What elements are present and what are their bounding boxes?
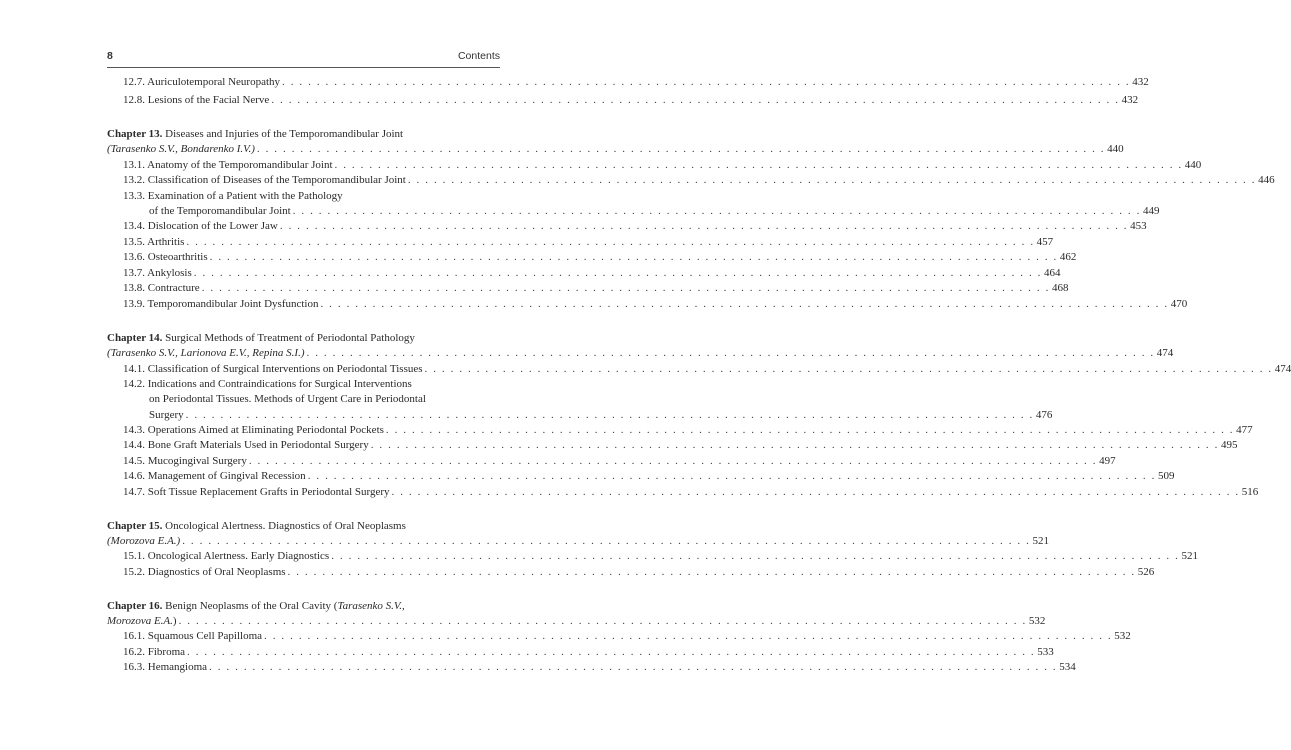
chapter-15-authors[interactable]: (Morozova E.A.) . . . . . . . . . . . . . . . . . . . . . . . . . . . . . . . . . . . . . . . . . . . . . . . . . . . . . . . . . . . . . . . . . . . . . . . . . . . . . . . . . . . . . . . . . . . . . . . . . . 521 xyxy=(107,535,1049,547)
chapter-title: Oncological Alertness. Diagnostics of Oral Neoplasms xyxy=(165,520,406,532)
chapter-title: Diseases and Injuries of the Temporomandibular Joint xyxy=(165,128,404,140)
toc-entry-13-3[interactable]: 13.3. Examination of a Patient with the Pathology xyxy=(123,190,343,202)
page-number: 8 xyxy=(107,50,113,62)
toc-entry-14-6[interactable]: 14.6. Management of Gingival Recession . . . . . . . . . . . . . . . . . . . . . . . . . . . . . . . . . . . . . . . . . . . . . . . . . . . . . . . . . . . . . . . . . . . . . . . . . . . . . . . . . . . . . . . . . . . . . . . . . . 509 xyxy=(123,470,1175,482)
toc-entry-13-6[interactable]: 13.6. Osteoarthritis . . . . . . . . . . . . . . . . . . . . . . . . . . . . . . . . . . . . . . . . . . . . . . . . . . . . . . . . . . . . . . . . . . . . . . . . . . . . . . . . . . . . . . . . . . . . . . . . . . 462 xyxy=(123,251,1077,263)
header-rule xyxy=(107,67,500,68)
toc-entry-13-9[interactable]: 13.9. Temporomandibular Joint Dysfunction . . . . . . . . . . . . . . . . . . . . . . . . . . . . . . . . . . . . . . . . . . . . . . . . . . . . . . . . . . . . . . . . . . . . . . . . . . . . . . . . . . . . . . . . . . . . . . . . . . 470 xyxy=(123,298,1188,310)
toc-entry-14-3[interactable]: 14.3. Operations Aimed at Eliminating Periodontal Pockets . . . . . . . . . . . . . . . . . . . . . . . . . . . . . . . . . . . . . . . . . . . . . . . . . . . . . . . . . . . . . . . . . . . . . . . . . . . . . . . . . . . . . . . . . . . . . . . . . . 477 xyxy=(123,424,1253,436)
chapter-label: Chapter 13. xyxy=(107,128,163,140)
toc-entry-16-2[interactable]: 16.2. Fibroma . . . . . . . . . . . . . . . . . . . . . . . . . . . . . . . . . . . . . . . . . . . . . . . . . . . . . . . . . . . . . . . . . . . . . . . . . . . . . . . . . . . . . . . . . . . . . . . . . . 533 xyxy=(123,646,1054,658)
page-ref: 440 xyxy=(1107,143,1124,155)
toc-entry-14-1[interactable]: 14.1. Classification of Surgical Interventions on Periodontal Tissues . . . . . . . . . . . . . . . . . . . . . . . . . . . . . . . . . . . . . . . . . . . . . . . . . . . . . . . . . . . . . . . . . . . . . . . . . . . . . . . . . . . . . . . . . . . . . . . . . . 474 xyxy=(123,363,1291,375)
page-ref: 432 xyxy=(1121,94,1139,106)
chapter-16-authors[interactable]: Morozova E.A.) . . . . . . . . . . . . . . . . . . . . . . . . . . . . . . . . . . . . . . . . . . . . . . . . . . . . . . . . . . . . . . . . . . . . . . . . . . . . . . . . . . . . . . . . . . . . . . . . . . 532 xyxy=(107,615,1046,627)
toc-entry-13-5[interactable]: 13.5. Arthritis . . . . . . . . . . . . . . . . . . . . . . . . . . . . . . . . . . . . . . . . . . . . . . . . . . . . . . . . . . . . . . . . . . . . . . . . . . . . . . . . . . . . . . . . . . . . . . . . . . 457 xyxy=(123,236,1054,248)
toc-entry-13-4[interactable]: 13.4. Dislocation of the Lower Jaw . . . . . . . . . . . . . . . . . . . . . . . . . . . . . . . . . . . . . . . . . . . . . . . . . . . . . . . . . . . . . . . . . . . . . . . . . . . . . . . . . . . . . . . . . . . . . . . . . . 453 xyxy=(123,220,1147,232)
toc-entry-14-7[interactable]: 14.7. Soft Tissue Replacement Grafts in Periodontal Surgery . . . . . . . . . . . . . . . . . . . . . . . . . . . . . . . . . . . . . . . . . . . . . . . . . . . . . . . . . . . . . . . . . . . . . . . . . . . . . . . . . . . . . . . . . . . . . . . . . . 516 xyxy=(123,486,1259,498)
toc-entry-14-4[interactable]: 14.4. Bone Graft Materials Used in Periodontal Surgery . . . . . . . . . . . . . . . . . . . . . . . . . . . . . . . . . . . . . . . . . . . . . . . . . . . . . . . . . . . . . . . . . . . . . . . . . . . . . . . . . . . . . . . . . . . . . . . . . . 495 xyxy=(123,439,1238,451)
toc-entry-13-8[interactable]: 13.8. Contracture . . . . . . . . . . . . . . . . . . . . . . . . . . . . . . . . . . . . . . . . . . . . . . . . . . . . . . . . . . . . . . . . . . . . . . . . . . . . . . . . . . . . . . . . . . . . . . . . . . 468 xyxy=(123,282,1069,294)
chapter-13-authors[interactable]: (Tarasenko S.V., Bondarenko I.V.) . . . . . . . . . . . . . . . . . . . . . . . . . . . . . . . . . . . . . . . . . . . . . . . . . . . . . . . . . . . . . . . . . . . . . . . . . . . . . . . . . . . . . . . . . . . . . . . . . . 440 xyxy=(107,143,1124,155)
toc-entry-16-1[interactable]: 16.1. Squamous Cell Papilloma . . . . . . . . . . . . . . . . . . . . . . . . . . . . . . . . . . . . . . . . . . . . . . . . . . . . . . . . . . . . . . . . . . . . . . . . . . . . . . . . . . . . . . . . . . . . . . . . . . 532 xyxy=(123,630,1131,642)
section-title: Contents xyxy=(457,50,500,62)
chapter-title: Surgical Methods of Treatment of Periodontal Pathology xyxy=(165,332,415,344)
chapter-14-heading[interactable] xyxy=(107,331,500,346)
chapter-16-heading[interactable] xyxy=(107,599,500,614)
toc-entry-13-3-cont[interactable]: of the Temporomandibular Joint . . . . . . . . . . . . . . . . . . . . . . . . . . . . . . . . . . . . . . . . . . . . . . . . . . . . . . . . . . . . . . . . . . . . . . . . . . . . . . . . . . . . . . . . . . . . . . . . . . 449 xyxy=(149,205,1160,217)
toc-entry-14-5[interactable]: 14.5. Mucogingival Surgery . . . . . . . . . . . . . . . . . . . . . . . . . . . . . . . . . . . . . . . . . . . . . . . . . . . . . . . . . . . . . . . . . . . . . . . . . . . . . . . . . . . . . . . . . . . . . . . . . . 497 xyxy=(123,455,1116,467)
toc-entry-13-7[interactable]: 13.7. Ankylosis . . . . . . . . . . . . . . . . . . . . . . . . . . . . . . . . . . . . . . . . . . . . . . . . . . . . . . . . . . . . . . . . . . . . . . . . . . . . . . . . . . . . . . . . . . . . . . . . . . 464 xyxy=(123,267,1061,279)
toc-entry-15-2[interactable]: 15.2. Diagnostics of Oral Neoplasms . . . . . . . . . . . . . . . . . . . . . . . . . . . . . . . . . . . . . . . . . . . . . . . . . . . . . . . . . . . . . . . . . . . . . . . . . . . . . . . . . . . . . . . . . . . . . . . . . . 526 xyxy=(123,566,1155,578)
toc-entry-15-1[interactable]: 15.1. Oncological Alertness. Early Diagnostics . . . . . . . . . . . . . . . . . . . . . . . . . . . . . . . . . . . . . . . . . . . . . . . . . . . . . . . . . . . . . . . . . . . . . . . . . . . . . . . . . . . . . . . . . . . . . . . . . . 521 xyxy=(123,550,1198,562)
chapter-title: Benign Neoplasms of the Oral Cavity ( xyxy=(165,600,338,612)
toc-entry-14-2[interactable]: 14.2. Indications and Contraindications for Surgical Interventions xyxy=(123,378,412,390)
chapter-label: Chapter 16. xyxy=(107,600,163,612)
chapter-authors: Tarasenko S.V., xyxy=(337,600,405,612)
chapter-13-heading[interactable] xyxy=(107,127,500,142)
chapter-label: Chapter 14. xyxy=(107,332,163,344)
page-ref: 432 xyxy=(1132,76,1149,88)
toc-entry-13-1[interactable]: 13.1. Anatomy of the Temporomandibular Joint . . . . . . . . . . . . . . . . . . . . . . . . . . . . . . . . . . . . . . . . . . . . . . . . . . . . . . . . . . . . . . . . . . . . . . . . . . . . . . . . . . . . . . . . . . . . . . . . . . 440 xyxy=(123,159,1202,171)
toc-entry-14-2-cont2[interactable]: Surgery . . . . . . . . . . . . . . . . . . . . . . . . . . . . . . . . . . . . . . . . . . . . . . . . . . . . . . . . . . . . . . . . . . . . . . . . . . . . . . . . . . . . . . . . . . . . . . . . . . 476 xyxy=(149,409,1053,421)
chapter-15-heading[interactable] xyxy=(107,519,500,534)
toc-entry-16-3[interactable]: 16.3. Hemangioma . . . . . . . . . . . . . . . . . . . . . . . . . . . . . . . . . . . . . . . . . . . . . . . . . . . . . . . . . . . . . . . . . . . . . . . . . . . . . . . . . . . . . . . . . . . . . . . . . . 534 xyxy=(123,661,1076,673)
chapter-14-authors[interactable]: (Tarasenko S.V., Larionova E.V., Repina S.I.) . . . . . . . . . . . . . . . . . . . . . . . . . . . . . . . . . . . . . . . . . . . . . . . . . . . . . . . . . . . . . . . . . . . . . . . . . . . . . . . . . . . . . . . . . . . . . . . . . . 474 xyxy=(107,347,1174,359)
running-header xyxy=(107,50,500,66)
chapter-label: Chapter 15. xyxy=(107,520,163,532)
toc-entry-14-2-cont[interactable]: on Periodontal Tissues. Methods of Urgent Care in Periodontal xyxy=(149,393,426,405)
toc-entry-12-7[interactable]: 12.7. Auriculotemporal Neuropathy . . . . . . . . . . . . . . . . . . . . . . . . . . . . . . . . . . . . . . . . . . . . . . . . . . . . . . . . . . . . . . . . . . . . . . . . . . . . . . . . . . . . . . . . . . . . . . . . . . 432 xyxy=(123,76,1149,88)
toc-entry-13-2[interactable]: 13.2. Classification of Diseases of the Temporomandibular Joint . . . . . . . . . . . . . . . . . . . . . . . . . . . . . . . . . . . . . . . . . . . . . . . . . . . . . . . . . . . . . . . . . . . . . . . . . . . . . . . . . . . . . . . . . . . . . . . . . . 446 xyxy=(123,174,1275,186)
toc-entry-12-8[interactable]: 12.8. Lesions of the Facial Nerve . . . . . . . . . . . . . . . . . . . . . . . . . . . . . . . . . . . . . . . . . . . . . . . . . . . . . . . . . . . . . . . . . . . . . . . . . . . . . . . . . . . . . . . . . . . . . . . . . . 432 xyxy=(123,94,1139,106)
